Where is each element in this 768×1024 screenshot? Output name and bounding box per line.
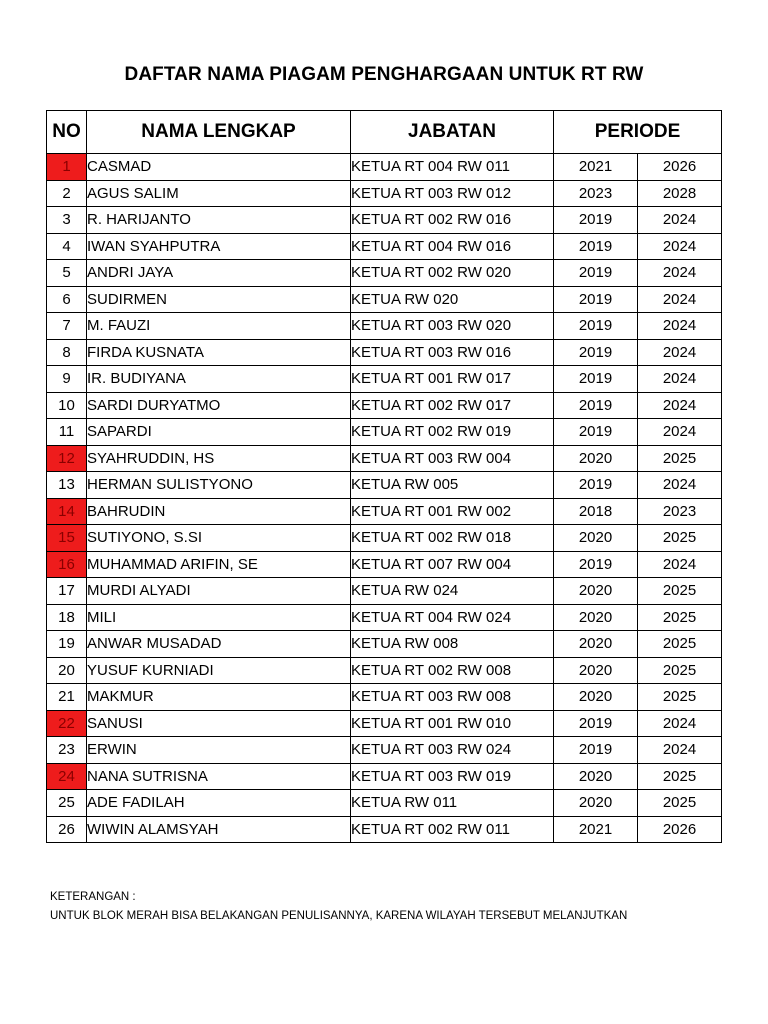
row-nama-lengkap: MAKMUR [87,684,351,711]
row-number-highlighted: 12 [47,445,87,472]
row-number: 10 [47,392,87,419]
row-periode-end: 2024 [638,286,722,313]
row-number-highlighted: 14 [47,498,87,525]
row-periode-end: 2024 [638,233,722,260]
row-nama-lengkap: SUTIYONO, S.SI [87,525,351,552]
table-row [47,313,722,340]
row-periode-end: 2024 [638,313,722,340]
row-periode-end: 2024 [638,207,722,234]
row-jabatan: KETUA RT 001 RW 002 [351,498,554,525]
document-title: DAFTAR NAMA PIAGAM PENGHARGAAN UNTUK RT RW [124,64,644,85]
row-number-highlighted: 24 [47,763,87,790]
table-row [47,657,722,684]
row-periode-start: 2020 [554,631,638,658]
table-row [47,339,722,366]
table-row [47,260,722,287]
row-periode-start: 2019 [554,207,638,234]
row-periode-end: 2024 [638,260,722,287]
table-row [47,154,722,181]
row-number: 19 [47,631,87,658]
row-nama-lengkap: NANA SUTRISNA [87,763,351,790]
row-nama-lengkap: MUHAMMAD ARIFIN, SE [87,551,351,578]
row-periode-end: 2028 [638,180,722,207]
table-row [47,763,722,790]
row-number: 21 [47,684,87,711]
row-nama-lengkap: BAHRUDIN [87,498,351,525]
row-nama-lengkap: MILI [87,604,351,631]
row-periode-end: 2025 [638,684,722,711]
row-nama-lengkap: SARDI DURYATMO [87,392,351,419]
row-number: 9 [47,366,87,393]
row-jabatan: KETUA RW 005 [351,472,554,499]
row-periode-start: 2018 [554,498,638,525]
row-nama-lengkap: ANWAR MUSADAD [87,631,351,658]
row-jabatan: KETUA RT 007 RW 004 [351,551,554,578]
table-row [47,286,722,313]
row-jabatan: KETUA RT 003 RW 008 [351,684,554,711]
row-nama-lengkap: M. FAUZI [87,313,351,340]
row-periode-end: 2024 [638,710,722,737]
table-row [47,790,722,817]
row-jabatan: KETUA RT 001 RW 017 [351,366,554,393]
row-periode-end: 2024 [638,366,722,393]
table-row [47,392,722,419]
row-jabatan: KETUA RT 001 RW 010 [351,710,554,737]
header-nama-lengkap: NAMA LENGKAP [87,111,351,154]
row-number: 8 [47,339,87,366]
row-jabatan: KETUA RT 002 RW 019 [351,419,554,446]
table-row [47,445,722,472]
row-number: 18 [47,604,87,631]
row-number: 6 [47,286,87,313]
row-periode-start: 2020 [554,525,638,552]
row-nama-lengkap: AGUS SALIM [87,180,351,207]
row-jabatan: KETUA RW 024 [351,578,554,605]
row-periode-start: 2020 [554,790,638,817]
row-number: 26 [47,816,87,843]
row-number: 13 [47,472,87,499]
row-periode-end: 2024 [638,472,722,499]
header-no: NO [47,111,87,154]
row-jabatan: KETUA RW 011 [351,790,554,817]
header-periode: PERIODE [554,111,722,154]
row-periode-end: 2025 [638,525,722,552]
table-row [47,525,722,552]
row-periode-end: 2025 [638,763,722,790]
row-periode-start: 2019 [554,233,638,260]
row-periode-start: 2019 [554,286,638,313]
row-periode-start: 2020 [554,445,638,472]
row-jabatan: KETUA RT 003 RW 016 [351,339,554,366]
row-periode-start: 2019 [554,313,638,340]
row-periode-start: 2019 [554,419,638,446]
header-jabatan: JABATAN [351,111,554,154]
row-nama-lengkap: FIRDA KUSNATA [87,339,351,366]
row-number: 17 [47,578,87,605]
row-nama-lengkap: MURDI ALYADI [87,578,351,605]
row-number-highlighted: 22 [47,710,87,737]
table-row [47,233,722,260]
row-number-highlighted: 16 [47,551,87,578]
row-nama-lengkap: ERWIN [87,737,351,764]
row-number: 20 [47,657,87,684]
row-periode-start: 2019 [554,472,638,499]
table-body [47,154,722,843]
row-nama-lengkap: R. HARIJANTO [87,207,351,234]
notes-text: UNTUK BLOK MERAH BISA BELAKANGAN PENULISANNYA, KARENA WILAYAH TERSEBUT MELANJUTKAN [50,910,628,922]
row-nama-lengkap: IR. BUDIYANA [87,366,351,393]
row-jabatan: KETUA RT 003 RW 012 [351,180,554,207]
row-nama-lengkap: ANDRI JAYA [87,260,351,287]
row-nama-lengkap: CASMAD [87,154,351,181]
row-jabatan: KETUA RT 002 RW 020 [351,260,554,287]
row-jabatan: KETUA RT 004 RW 011 [351,154,554,181]
table-row [47,710,722,737]
table-row [47,180,722,207]
row-number-highlighted: 1 [47,154,87,181]
row-periode-end: 2025 [638,578,722,605]
award-table [46,110,722,843]
row-nama-lengkap: ADE FADILAH [87,790,351,817]
row-periode-start: 2019 [554,339,638,366]
row-periode-end: 2024 [638,392,722,419]
row-jabatan: KETUA RT 002 RW 011 [351,816,554,843]
row-periode-start: 2019 [554,551,638,578]
row-nama-lengkap: SANUSI [87,710,351,737]
notes-label: KETERANGAN : [50,891,136,903]
row-jabatan: KETUA RW 020 [351,286,554,313]
row-number: 23 [47,737,87,764]
table-row [47,816,722,843]
table-row [47,366,722,393]
row-periode-start: 2019 [554,737,638,764]
row-periode-end: 2024 [638,419,722,446]
row-periode-end: 2024 [638,339,722,366]
row-periode-start: 2019 [554,710,638,737]
row-periode-end: 2025 [638,657,722,684]
row-number: 2 [47,180,87,207]
row-jabatan: KETUA RT 002 RW 017 [351,392,554,419]
row-jabatan: KETUA RT 002 RW 008 [351,657,554,684]
table-row [47,472,722,499]
row-periode-end: 2025 [638,631,722,658]
row-periode-start: 2020 [554,657,638,684]
row-number-highlighted: 15 [47,525,87,552]
row-jabatan: KETUA RT 002 RW 016 [351,207,554,234]
row-periode-start: 2019 [554,260,638,287]
row-number: 3 [47,207,87,234]
row-periode-end: 2025 [638,445,722,472]
row-periode-end: 2026 [638,154,722,181]
row-nama-lengkap: SYAHRUDDIN, HS [87,445,351,472]
row-number: 5 [47,260,87,287]
row-periode-start: 2021 [554,816,638,843]
row-periode-start: 2023 [554,180,638,207]
table-row [47,419,722,446]
row-periode-start: 2020 [554,604,638,631]
table-row [47,551,722,578]
row-jabatan: KETUA RT 002 RW 018 [351,525,554,552]
row-periode-end: 2024 [638,551,722,578]
row-nama-lengkap: YUSUF KURNIADI [87,657,351,684]
row-periode-start: 2019 [554,366,638,393]
table-row [47,604,722,631]
table-row [47,631,722,658]
table-row [47,578,722,605]
row-periode-end: 2024 [638,737,722,764]
row-jabatan: KETUA RT 004 RW 016 [351,233,554,260]
row-jabatan: KETUA RW 008 [351,631,554,658]
row-periode-end: 2023 [638,498,722,525]
table-row [47,207,722,234]
row-periode-start: 2019 [554,392,638,419]
row-nama-lengkap: WIWIN ALAMSYAH [87,816,351,843]
row-jabatan: KETUA RT 003 RW 020 [351,313,554,340]
row-nama-lengkap: IWAN SYAHPUTRA [87,233,351,260]
row-number: 11 [47,419,87,446]
row-number: 25 [47,790,87,817]
row-nama-lengkap: SUDIRMEN [87,286,351,313]
row-number: 4 [47,233,87,260]
row-jabatan: KETUA RT 003 RW 019 [351,763,554,790]
row-periode-start: 2020 [554,763,638,790]
row-periode-start: 2021 [554,154,638,181]
table-row [47,684,722,711]
row-periode-end: 2025 [638,790,722,817]
row-nama-lengkap: HERMAN SULISTYONO [87,472,351,499]
row-periode-end: 2026 [638,816,722,843]
row-jabatan: KETUA RT 003 RW 004 [351,445,554,472]
table-row [47,737,722,764]
row-periode-start: 2020 [554,684,638,711]
row-nama-lengkap: SAPARDI [87,419,351,446]
row-jabatan: KETUA RT 003 RW 024 [351,737,554,764]
table-row [47,498,722,525]
table-header-row [47,111,722,154]
row-periode-end: 2025 [638,604,722,631]
row-periode-start: 2020 [554,578,638,605]
row-jabatan: KETUA RT 004 RW 024 [351,604,554,631]
row-number: 7 [47,313,87,340]
